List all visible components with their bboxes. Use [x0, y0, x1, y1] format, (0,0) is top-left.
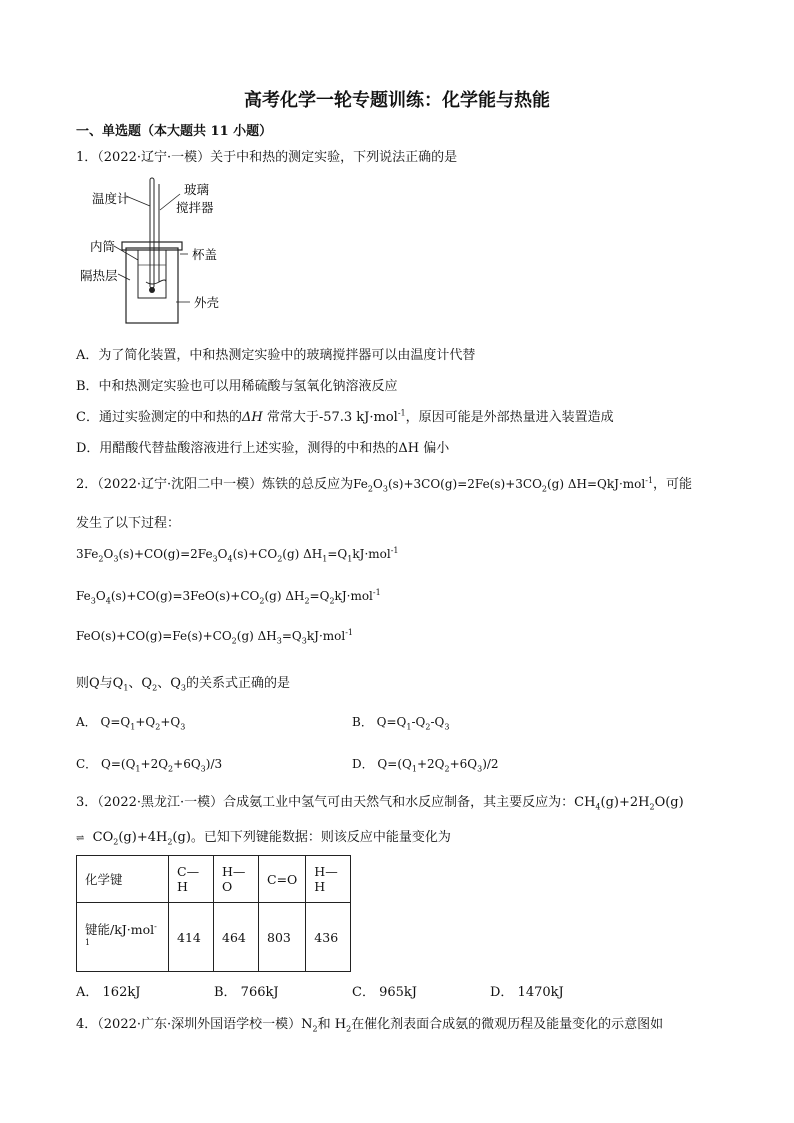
- q3-stem-line2: ⇌ $CO_2(g)+4H_2(g)$。已知下列键能数据：则该反应中能量变化为: [76, 830, 451, 847]
- table-header-row: [77, 856, 351, 903]
- q2-stem-line2: 发生了以下过程：: [76, 516, 181, 531]
- q2-option-b: B． $Q=Q_1-Q_2-Q_3$: [352, 715, 450, 732]
- outer-shell: [126, 248, 178, 323]
- table-header-cell: 化学键: [77, 856, 169, 903]
- label-lid: 杯盖: [192, 247, 218, 262]
- q1-option-a: A．为了简化装置，中和热测定实验中的玻璃搅拌器可以由温度计代替: [76, 348, 476, 363]
- equilibrium-arrow-icon: ⇌: [76, 833, 85, 844]
- q3-option-b: B． 766kJ: [214, 985, 279, 1000]
- label-thermometer: 温度计: [92, 191, 130, 206]
- q1-option-b: B．中和热测定实验也可以用稀硫酸与氢氧化钠溶液反应: [76, 379, 398, 394]
- cup-lid: [122, 242, 182, 250]
- label-shell: 外壳: [194, 295, 220, 310]
- table-header-cell: C=O: [259, 856, 306, 903]
- table-cell: 803: [259, 903, 306, 972]
- q2-option-a: A． $Q=Q_1+Q_2+Q_3$: [76, 715, 186, 732]
- thermometer: [150, 178, 154, 288]
- stirrer-ring: [146, 280, 166, 284]
- table-cell: 436: [306, 903, 351, 972]
- section-heading: 一、单选题（本大题共 11 小题）: [76, 124, 273, 139]
- q1-option-d: D．用醋酸代替盐酸溶液进行上述实验，测得的中和热的ΔH 偏小: [76, 441, 450, 456]
- table-header-cell: H—H: [306, 856, 351, 903]
- table-header-cell: C—H: [169, 856, 214, 903]
- q2-stem: 2．（2022·辽宁·沈阳二中一模）炼铁的总反应为$Fe_2O_3(s)+3CO(g)=2Fe(s)+3CO_2(g)$ ΔH=QkJ·mol$^{-1}$，可能: [76, 476, 693, 494]
- bond-energy-table: [76, 855, 351, 972]
- page-title: 高考化学一轮专题训练：化学能与热能: [244, 90, 550, 111]
- q2-option-d: D． $Q=(Q_1+2Q_2+6Q_3)/2$: [352, 757, 499, 774]
- label-insulation: 隔热层: [80, 268, 118, 283]
- q2-equation-2: $Fe_3O_4(s)+CO(g)=3FeO(s)+CO_2(g)$ $\Delta H_2=Q_2kJ\cdot mol^{-1}$: [76, 588, 381, 606]
- calorimeter-diagram: [76, 170, 236, 330]
- q2-main-equation: $Fe_2O_3(s)+3CO(g)=2Fe(s)+3CO_2(g)$ ΔH=QkJ·mol$^{-1}$: [353, 476, 654, 494]
- label-stirrer-1: 玻璃: [184, 182, 210, 197]
- q1-stem: 1．（2022·辽宁·一模）关于中和热的测定实验，下列说法正确的是: [76, 150, 458, 165]
- q2-ask: 则Q与$Q_1$、$Q_2$、$Q_3$的关系式正确的是: [76, 676, 290, 693]
- q1-option-c: C．通过实验测定的中和热的ΔH 常常大于-57.3 kJ·mol$^{-1}$，原因可能是外部热量进入装置造成: [76, 408, 614, 425]
- label-stirrer-2: 搅拌器: [176, 200, 214, 215]
- q2-equation-1: $3Fe_2O_3(s)+CO(g)=2Fe_3O_4(s)+CO_2(g)$ $\Delta H_1=Q_1kJ\cdot mol^{-1}$: [76, 546, 399, 564]
- table-row-label: 键能/kJ·mol- $^1$: [77, 903, 169, 972]
- table-header-cell: H—O: [214, 856, 259, 903]
- q2-equation-3: $FeO(s)+CO(g)=Fe(s)+CO_2(g)$ $\Delta H_3=Q_3kJ\cdot mol^{-1}$: [76, 628, 353, 646]
- table-cell: 464: [214, 903, 259, 972]
- label-inner-cup: 内筒: [90, 239, 116, 254]
- thermometer-bulb: [149, 287, 155, 293]
- table-row: [77, 903, 351, 972]
- table-cell: 414: [169, 903, 214, 972]
- q3-option-d: D． 1470kJ: [490, 985, 564, 1000]
- q4-stem: 4．（2022·广东·深圳外国语学校一模）$N_2$和 $H_2$在催化剂表面合成氨的微观历程及能量变化的示意图如: [76, 1017, 664, 1034]
- q2-option-c: C． $Q=(Q_1+2Q_2+6Q_3)/3$: [76, 757, 223, 774]
- q3-option-c: C． 965kJ: [352, 985, 417, 1000]
- q3-stem: 3．（2022·黑龙江·一模）合成氨工业中氢气可由天然气和水反应制备，其主要反应为：$CH_4(g)+2H_2O(g)$: [76, 795, 684, 812]
- q3-option-a: A． 162kJ: [76, 985, 141, 1000]
